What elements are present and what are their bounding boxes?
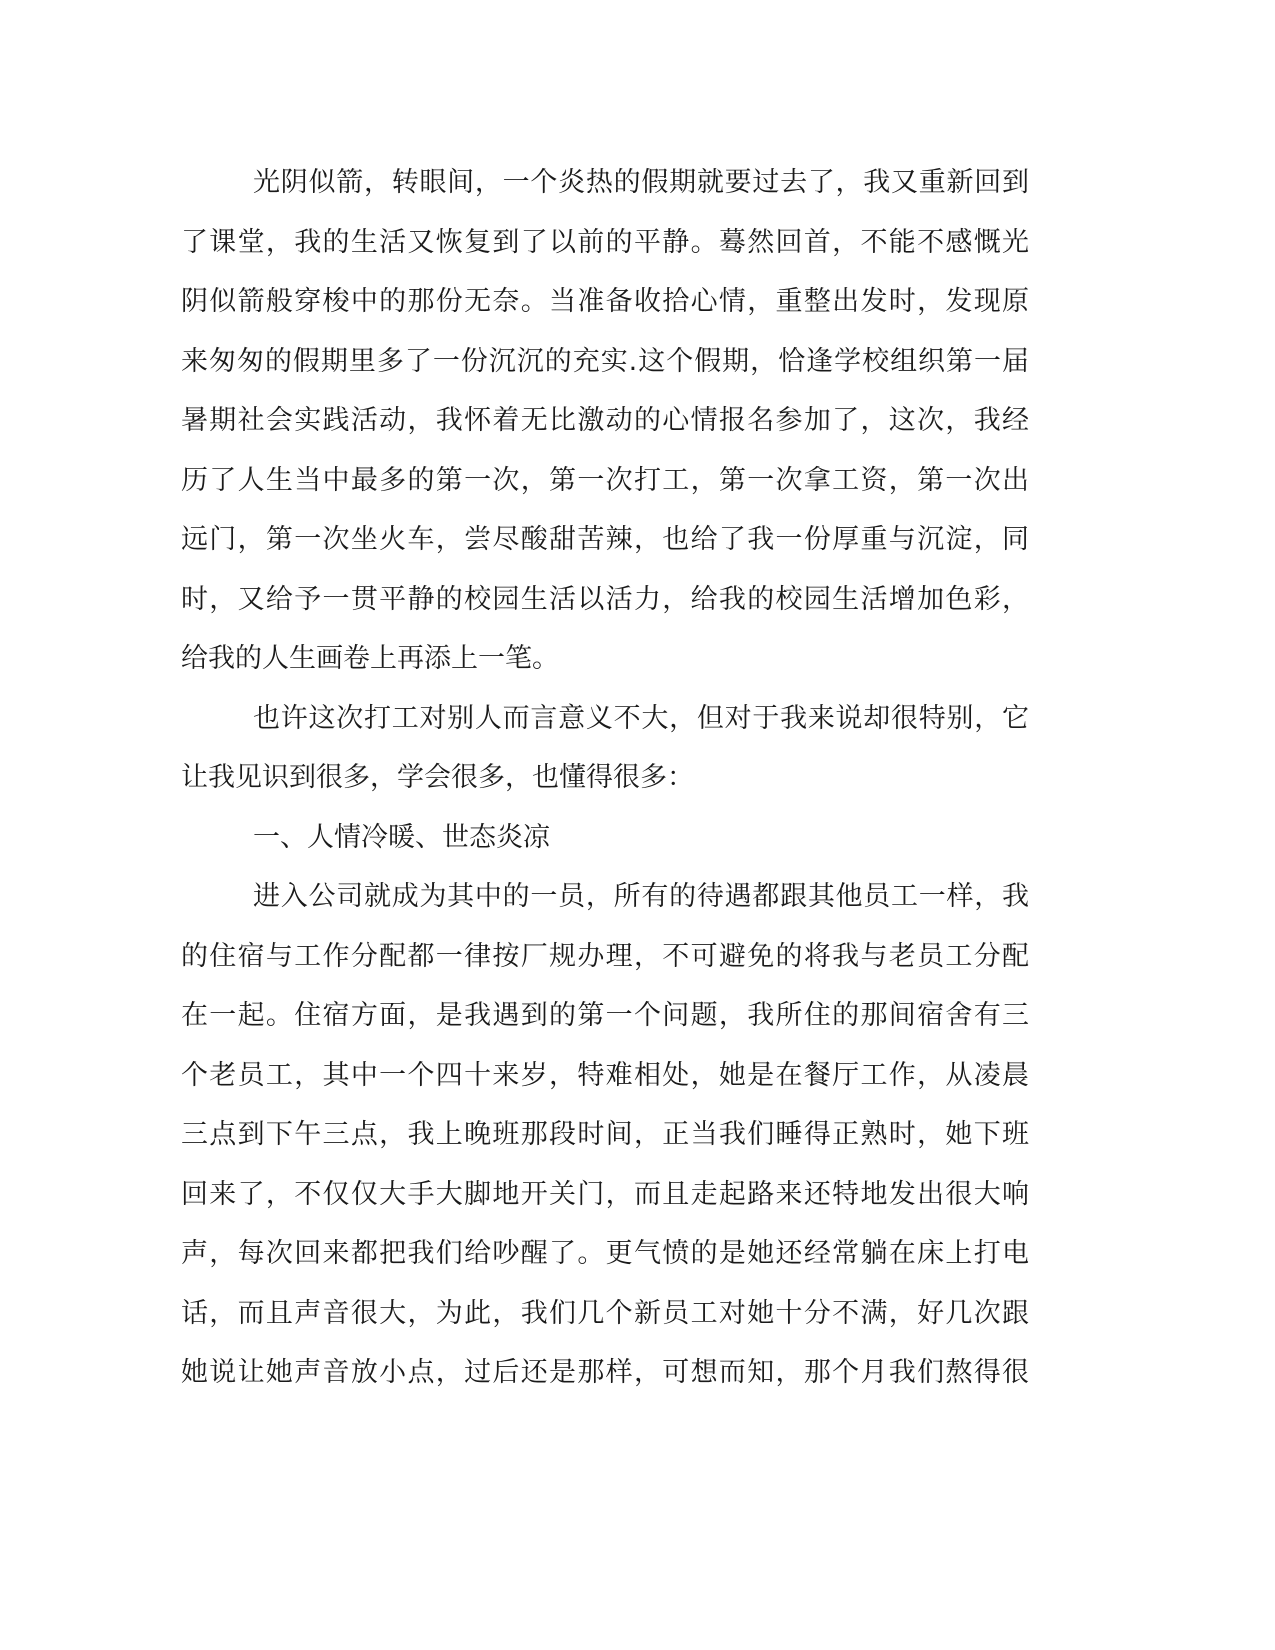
paragraph-2-line-1: 也许这次打工对别人而言意义不大，但对于我来说却很特别，它 <box>253 702 1029 734</box>
paragraph-1-line-7: 远门，第一次坐火车，尝尽酸甜苦辣，也给了我一份厚重与沉淀，同 <box>181 524 1029 555</box>
paragraph-1-line-2: 了课堂，我的生活又恢复到了以前的平静。蓦然回首，不能不感慨光 <box>181 226 1029 258</box>
paragraph-3-line-6: 回来了，不仅仅大手大脚地开关门，而且走起路来还特地发出很大响 <box>181 1178 1029 1210</box>
paragraph-3-line-3: 在一起。住宿方面，是我遇到的第一个问题，我所住的那间宿舍有三 <box>181 1000 1029 1031</box>
paragraph-1-line-6: 历了人生当中最多的第一次，第一次打工，第一次拿工资，第一次出 <box>181 464 1029 496</box>
paragraph-3-line-7: 声，每次回来都把我们给吵醒了。更气愤的是她还经常躺在床上打电 <box>181 1238 1029 1269</box>
paragraph-1-line-3: 阴似箭般穿梭中的那份无奈。当准备收拾心情，重整出发时，发现原 <box>181 286 1029 317</box>
paragraph-2-line-2: 让我见识到很多，学会很多，也懂得很多： <box>181 762 694 793</box>
paragraph-1-line-8: 时，又给予一贯平静的校园生活以活力，给我的校园生活增加色彩， <box>181 583 1029 615</box>
paragraph-1-line-1: 光阴似箭，转眼间，一个炎热的假期就要过去了，我又重新回到 <box>253 167 1029 198</box>
paragraph-3-line-2: 的住宿与工作分配都一律按厂规办理，不可避免的将我与老员工分配 <box>181 940 1029 972</box>
document-body <box>181 160 1029 1410</box>
paragraph-3-line-4: 个老员工，其中一个四十来岁，特难相处，她是在餐厅工作，从凌晨 <box>181 1059 1029 1091</box>
paragraph-3-line-8: 话，而且声音很大，为此，我们几个新员工对她十分不满，好几次跟 <box>181 1297 1029 1329</box>
paragraph-3-line-9: 她说让她声音放小点，过后还是那样，可想而知，那个月我们熬得很 <box>181 1357 1029 1388</box>
paragraph-1-line-9: 给我的人生画卷上再添上一笔。 <box>181 643 559 674</box>
paragraph-3-line-5: 三点到下午三点，我上晚班那段时间，正当我们睡得正熟时，她下班 <box>181 1119 1029 1150</box>
paragraph-1-line-4: 来匆匆的假期里多了一份沉沉的充实.这个假期，恰逢学校组织第一届 <box>181 345 1029 377</box>
paragraph-1-line-5: 暑期社会实践活动，我怀着无比激动的心情报名参加了，这次，我经 <box>181 405 1029 436</box>
paragraph-3-line-1: 进入公司就成为其中的一员，所有的待遇都跟其他员工一样，我 <box>253 881 1029 912</box>
section-heading: 一、人情冷暖、世态炎凉 <box>253 821 550 853</box>
